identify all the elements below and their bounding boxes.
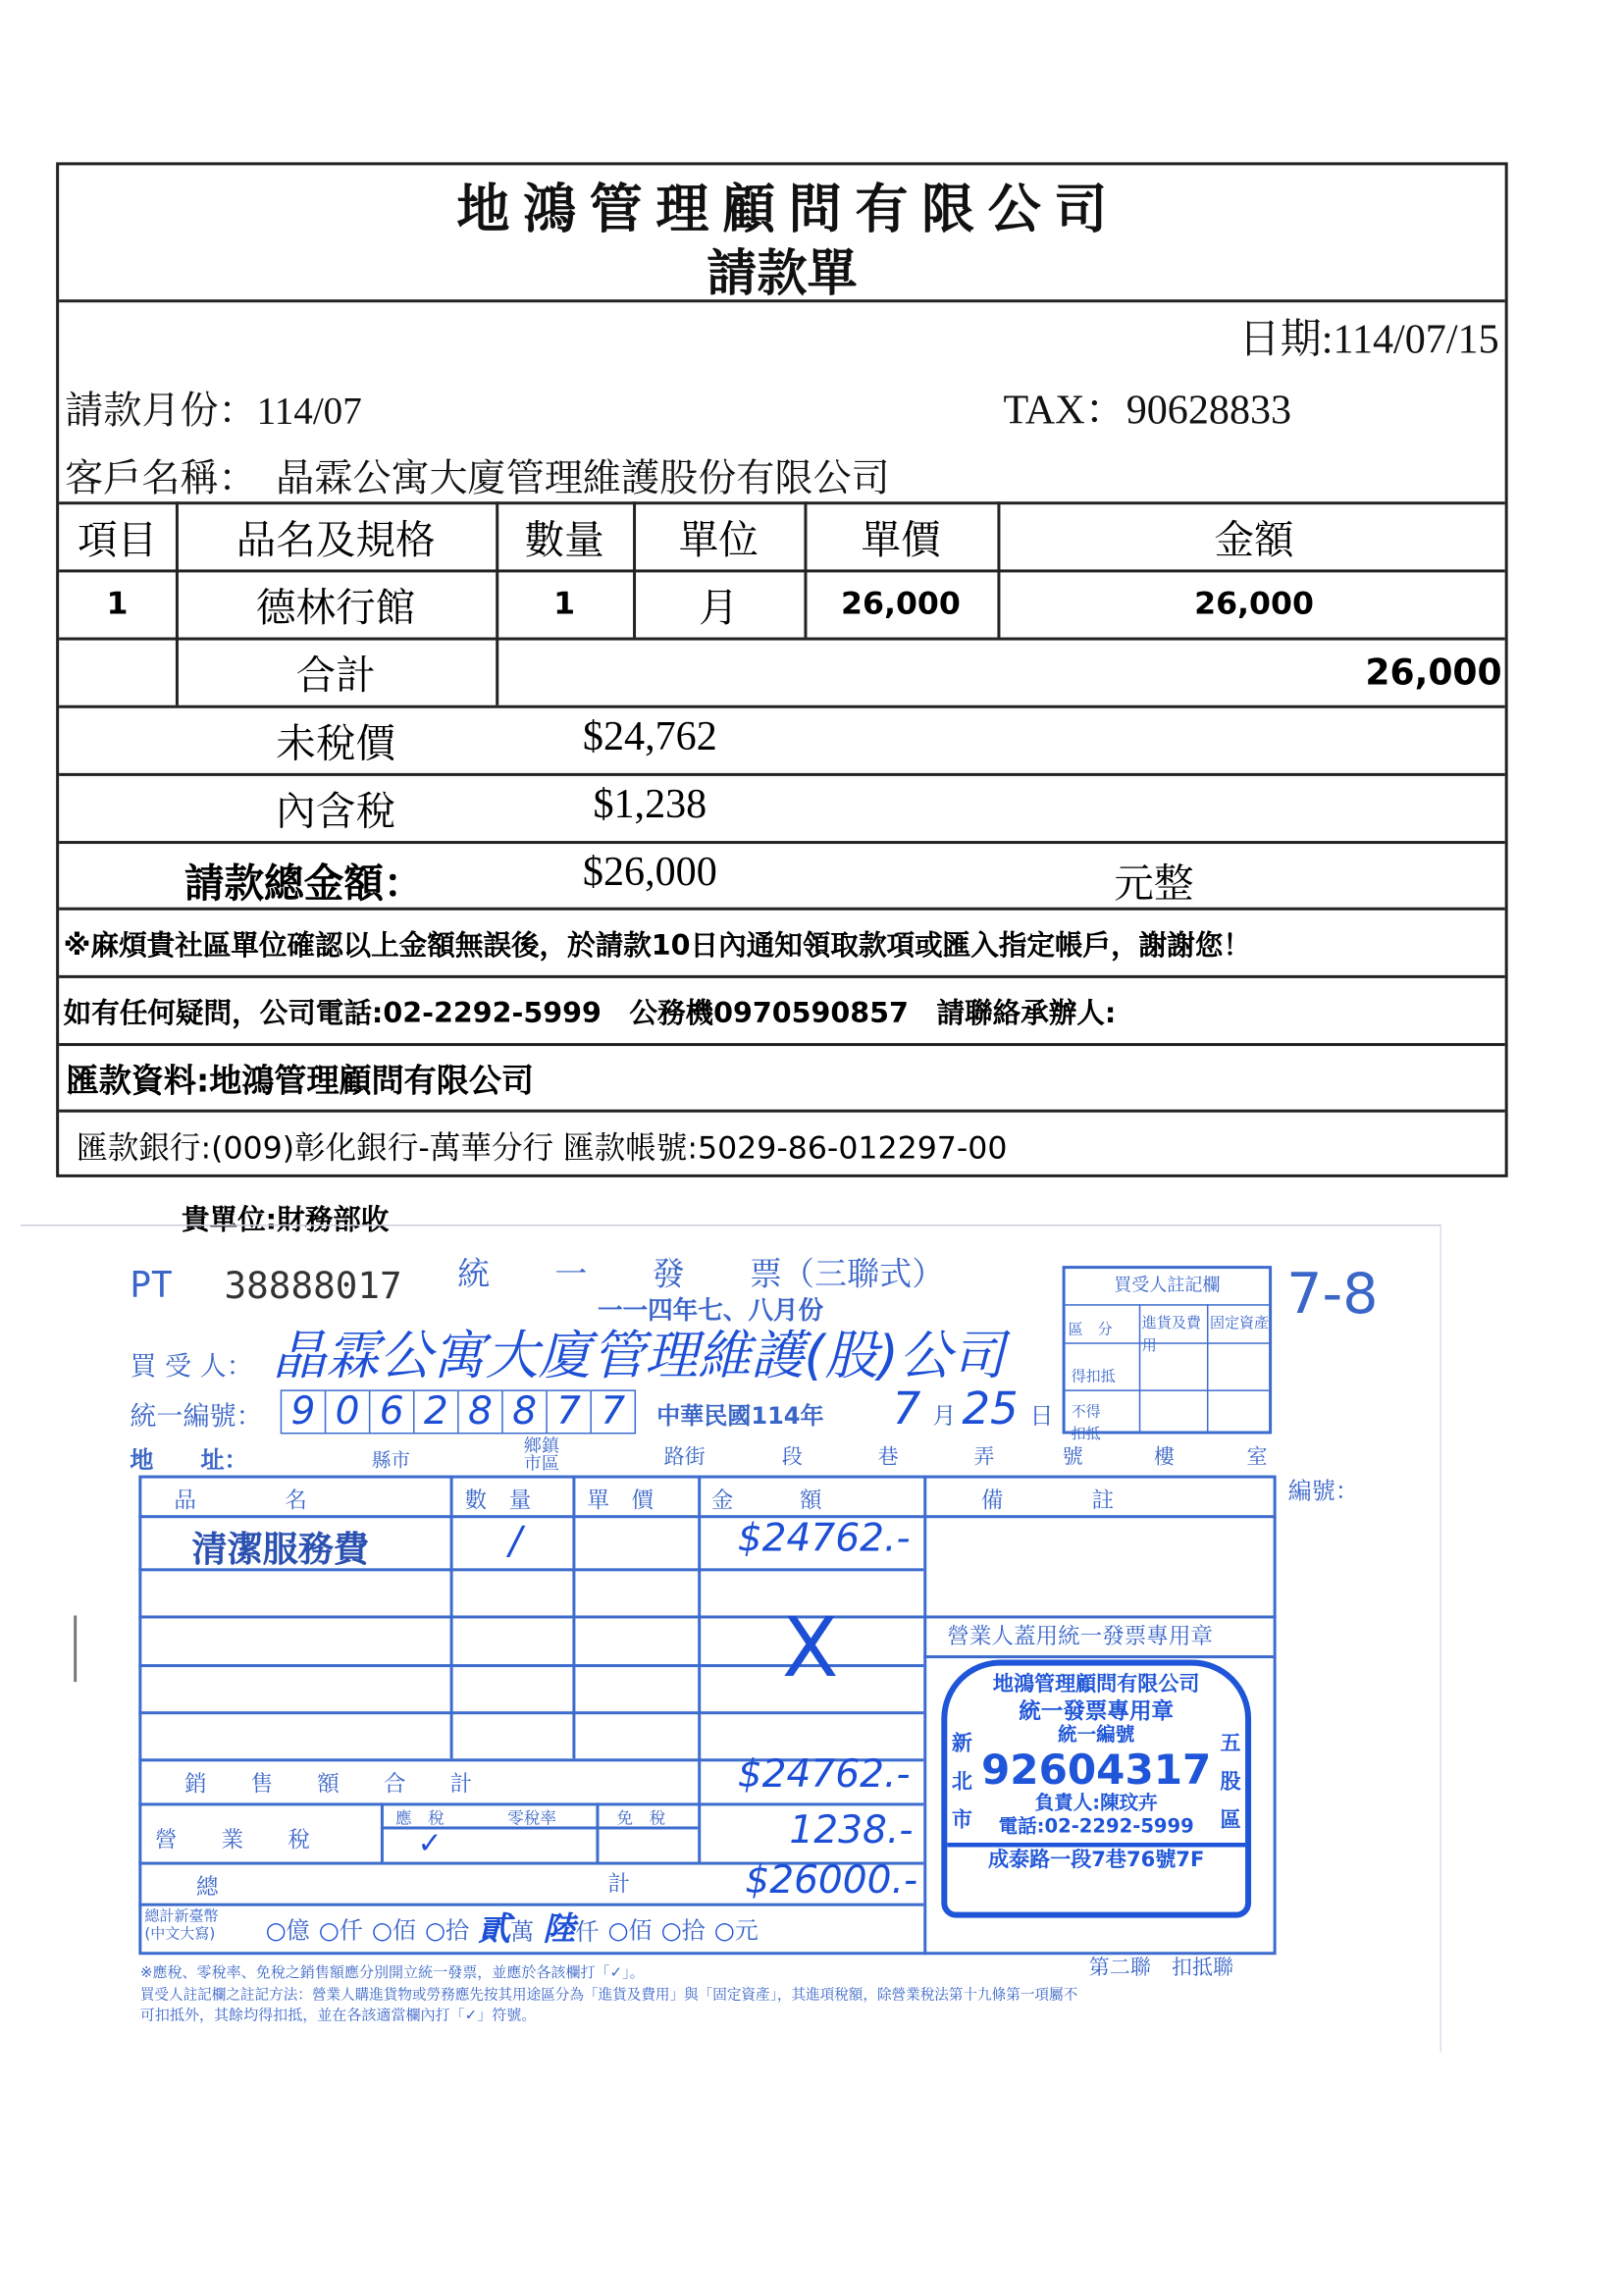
sales-total-label: 銷 售 額 合 計 (183, 1770, 473, 1798)
tax-type-zero-rate: 零稅率 (507, 1808, 556, 1828)
col-price: 單 價 (587, 1487, 654, 1514)
header-price: 單價 (861, 517, 941, 563)
notice-text: ※麻煩貴社區單位確認以上金額無誤後，於請款10日內通知領取款項或匯入指定帳戶，謝謝您！ (63, 929, 1251, 963)
word-unit: 億 (286, 1916, 310, 1945)
tax-type-taxable: 應 稅 (394, 1808, 445, 1828)
buyer-name: 晶霖公寓大廈管理維護(股)公司 (273, 1326, 1006, 1387)
word-digit: ○ (265, 1916, 287, 1945)
addr-county: 縣市 (371, 1450, 411, 1473)
tax-type-exempt: 免 稅 (616, 1808, 666, 1828)
tax-label: 內含稅 (276, 788, 395, 835)
addr-district: 鄉鎮市區 (523, 1435, 559, 1475)
item-unit: 月 (698, 585, 739, 631)
buyer-label: 買 受 人： (130, 1351, 253, 1383)
header-product: 品名及規格 (236, 517, 436, 563)
invoice-day: 25 (962, 1383, 1019, 1436)
word-digit: ○ (713, 1916, 735, 1945)
addr-lane: 巷 (877, 1445, 899, 1470)
word-digit: ○ (318, 1916, 340, 1945)
item-name: 德林行館 (255, 585, 416, 631)
note-box-fixed-asset: 固定資產 (1209, 1316, 1270, 1332)
col-remarks: 備 註 (980, 1487, 1115, 1514)
addr-number: 號 (1062, 1445, 1083, 1470)
addr-floor: 樓 (1153, 1445, 1175, 1470)
remit-info: 匯款資料:地鴻管理顧問有限公司 (66, 1064, 535, 1101)
item-name-stamp: 清潔服務費 (191, 1528, 369, 1570)
invoice-title: 統 一 發 票（三聯式） (457, 1257, 945, 1294)
taxid-digit: 8 (459, 1391, 503, 1433)
word-digit: ○ (607, 1916, 629, 1945)
taxid-digit: 9 (282, 1391, 326, 1433)
taxid-digit: 8 (503, 1391, 548, 1433)
item-no: 1 (106, 585, 129, 622)
grand-total-value: $26,000 (582, 850, 717, 896)
footnote-2: 買受人註記欄之註記方法：營業人購進貨物或勞務應先按其用途區分為「進貨及費用」與「固定資產」，其進項稅額，除營業稅法第十九條第一項屬不 (139, 1987, 1078, 2004)
business-tax-label: 營 業 稅 (154, 1826, 310, 1853)
header-qty: 數量 (524, 517, 604, 563)
word-digit: ○ (424, 1916, 445, 1945)
buyer-taxid-boxes (281, 1389, 636, 1434)
tax-id: TAX：90628833 (1003, 388, 1292, 435)
word-digit: ○ (371, 1916, 393, 1945)
form-date: 日期:114/07/15 (1238, 317, 1499, 363)
taxid-digit: 2 (415, 1391, 459, 1433)
item-qty: 1 (553, 585, 576, 622)
company-name: 地 鴻 管 理 顧 問 有 限 公 司 (456, 180, 1108, 239)
invoice-month: 7 (892, 1383, 921, 1436)
word-unit: 萬 (510, 1917, 535, 1947)
addr-alley: 弄 (973, 1445, 995, 1470)
invoice-request-form (56, 162, 1508, 1176)
item-amount: $24762.- (737, 1516, 911, 1561)
seal-phone: 電話:02-2292-5999 (998, 1815, 1194, 1839)
addr-section: 段 (781, 1445, 803, 1470)
note-box-category: 區 分 (1068, 1322, 1113, 1338)
receipt-note: 貴單位:財務部收 (181, 1203, 390, 1237)
void-mark: X (781, 1600, 839, 1697)
word-unit: 仟 (339, 1916, 363, 1945)
word-digit: 貳 (478, 1911, 511, 1950)
taxid-digit: 6 (370, 1391, 414, 1433)
sales-total-value: $24762.- (737, 1752, 911, 1798)
seal-company: 地鴻管理顧問有限公司 (992, 1673, 1200, 1697)
margin-mark (74, 1615, 77, 1682)
header-item: 項目 (77, 517, 158, 563)
word-digit: ○ (660, 1916, 682, 1945)
addr-road: 路街 (663, 1445, 706, 1470)
word-unit: 仟 (575, 1917, 600, 1947)
taxid-label: 統一編號： (130, 1401, 263, 1433)
pretax-label: 未稅價 (276, 720, 395, 767)
customer-name: 客戶名稱： 晶霖公寓大廈管理維護股份有限公司 (65, 457, 890, 500)
footnote-3: 可扣抵外，其餘均得扣抵，並在各該適當欄內打「✓」符號。 (139, 2008, 537, 2024)
word-unit: 拾 (445, 1916, 470, 1945)
grand-total-label: 請款總金額： (183, 861, 424, 908)
col-qty: 數 量 (464, 1487, 532, 1514)
tax-value: $1,238 (593, 781, 707, 828)
copy-label: 第二聯 扣抵聯 (1088, 1956, 1234, 1980)
seal-purpose: 統一發票專用章 (1019, 1697, 1175, 1725)
seal-city: 新北市 (951, 1732, 972, 1833)
note-box-expense: 進貨及費用 (1141, 1316, 1201, 1355)
footnote-1: ※應稅、零稅率、免稅之銷售額應分別開立統一發票，並應於各該欄打「✓」。 (139, 1964, 645, 1982)
taxid-digit: 0 (326, 1391, 370, 1433)
word-unit: 元 (734, 1916, 759, 1945)
total-value: $26000.- (745, 1858, 918, 1904)
bank-account: 匯款銀行:(009)彰化銀行-萬華分行 匯款帳號:5029-86-012297-00 (77, 1129, 1008, 1166)
company-invoice-seal (941, 1660, 1251, 1918)
subtotal-value: 26,000 (1365, 652, 1502, 694)
amount-in-words-label: 總計新臺幣 (中文大寫) (144, 1908, 219, 1944)
seal-owner: 負責人:陳玟卉 (1034, 1792, 1158, 1815)
word-digit: 陸 (543, 1911, 576, 1950)
serial-label: 編號： (1287, 1477, 1359, 1505)
item-qty: / (508, 1519, 522, 1564)
pretax-value: $24,762 (582, 713, 717, 760)
invoice-date-prefix: 中華民國114年 (656, 1401, 824, 1430)
invoice-number: 38888017 (224, 1264, 402, 1308)
word-unit: 拾 (681, 1916, 706, 1945)
note-box-nondeductible: 不得扣抵 (1071, 1404, 1101, 1443)
invoice-prefix: PT (130, 1264, 173, 1306)
item-amount: 26,000 (1194, 585, 1314, 622)
amount-in-words (266, 1912, 759, 1953)
document-title: 請款單 (707, 247, 858, 303)
word-unit: 佰 (628, 1916, 653, 1945)
col-amount: 金 額 (710, 1487, 822, 1514)
seal-address: 成泰路一段7巷76號7F (947, 1843, 1245, 1874)
total-label: 總 (195, 1873, 219, 1901)
billing-month: 請款月份：114/07 (65, 389, 362, 433)
buyer-note-box (1063, 1266, 1273, 1443)
subtotal-label: 合計 (295, 652, 376, 699)
month-label: 月 (932, 1401, 957, 1430)
col-item-name: 品 名 (174, 1487, 307, 1514)
invoice-set-number: 7-8 (1286, 1261, 1379, 1327)
invoice-period: 一一四年七、八月份 (597, 1296, 824, 1327)
addr-room: 室 (1246, 1445, 1268, 1470)
contact-text: 如有任何疑問，公司電話:02-2292-5999 公務機0970590857 請聯絡承辦人: (63, 997, 1117, 1030)
header-amount: 金額 (1214, 517, 1294, 563)
header-unit: 單位 (678, 517, 759, 563)
note-box-title: 買受人註記欄 (1066, 1272, 1269, 1306)
word-unit: 佰 (392, 1916, 416, 1945)
taxable-checkmark: ✓ (417, 1824, 443, 1861)
taxid-digit: 7 (601, 1389, 626, 1435)
note-box-deductible: 得扣抵 (1071, 1369, 1116, 1385)
address-label: 地 址： (130, 1445, 248, 1475)
seal-label: 營業人蓋用統一發票專用章 (947, 1622, 1213, 1650)
grand-total-suffix: 元整 (1114, 861, 1194, 908)
taxid-digit: 7 (548, 1391, 592, 1433)
total-label-end: 計 (607, 1870, 631, 1898)
item-price: 26,000 (841, 585, 961, 622)
seal-district: 五股區 (1220, 1732, 1241, 1833)
business-tax-value: 1238.- (789, 1808, 914, 1853)
day-label: 日 (1029, 1401, 1054, 1430)
seal-taxid-label: 統一編號 (1058, 1724, 1135, 1748)
seal-taxid: 92604317 (980, 1745, 1212, 1795)
